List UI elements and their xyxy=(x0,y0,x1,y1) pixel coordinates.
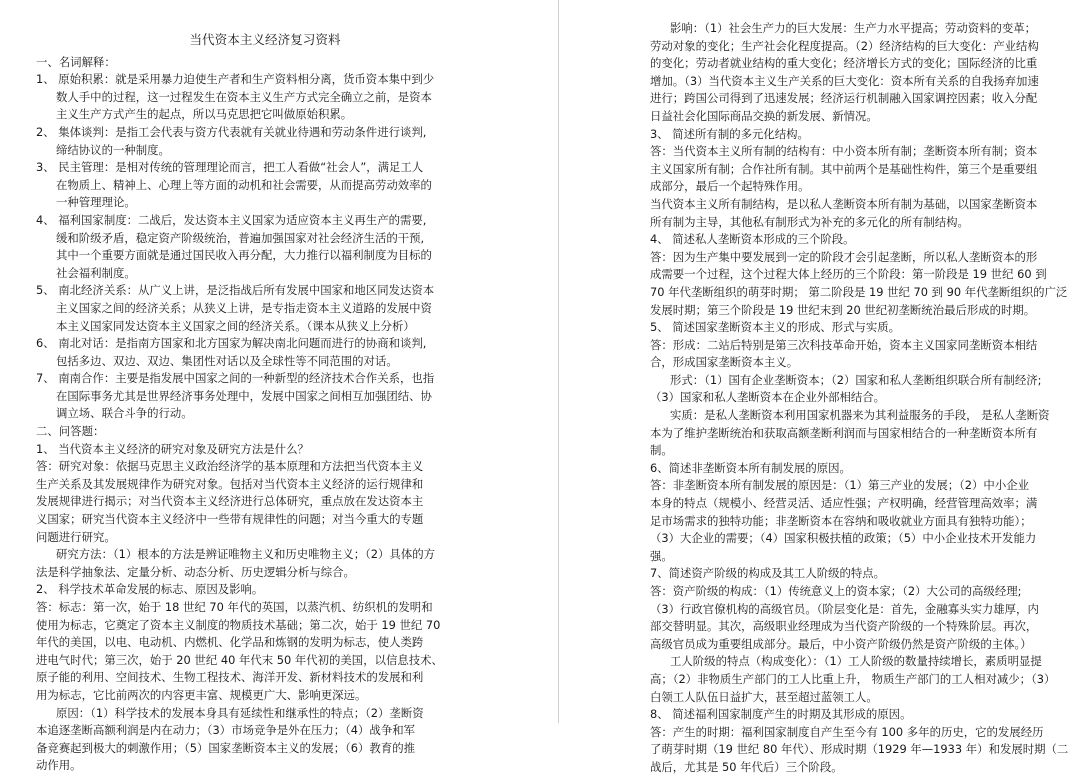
text-line: 二、问答题： xyxy=(36,424,105,439)
text-line: 缓和阶级矛盾，稳定资产阶级统治，普遍加强国家对社会经济生活的干预, xyxy=(56,230,425,245)
text-line: 研究方法：（1）根本的方法是辨证唯物主义和历史唯物主义；（2）具体的方 xyxy=(56,547,435,562)
text-line: 制。 xyxy=(650,443,673,458)
text-line: 成部分，最后一个起特殊作用。 xyxy=(650,179,810,194)
text-line: 高级官员成为重要组成部分。最后，中小资产阶级仍然是资产阶级的主体。） xyxy=(650,636,1032,651)
text-line: 战后，尤其是 50 年代后）三个阶段。 xyxy=(650,759,843,774)
text-line: 答：因为生产集中要发展到一定的阶段才会引起垄断，所以私人垄断资本的形 xyxy=(650,249,1038,264)
text-line: 白领工人队伍日益扩大，甚至超过蓝领工人。 xyxy=(650,689,878,704)
text-line: 合，形成国家垄断资本主义。 xyxy=(650,355,799,370)
text-line: 增加。（3）当代资本主义生产关系的巨大变化：资本所有关系的自我扬弃加速 xyxy=(650,73,1039,88)
text-line: 70 年代垄断组织的萌芽时期； 第二阶段是 19 世纪 70 到 90 年代垄断组织的广泛 xyxy=(650,284,1068,299)
text-line: 2、 科学技术革命发展的标志、原因及影响。 xyxy=(36,582,264,597)
text-line: 使用为标志，它奠定了资本主义制度的物质技术基础；第二次，始于 19 世纪 70 xyxy=(36,617,441,632)
text-line: 缔结协议的一种制度。 xyxy=(56,142,170,157)
text-line: 生产关系及其发展规律作为研究对象。包括对当代资本主义经济的运行规律和 xyxy=(36,476,424,491)
left-column xyxy=(36,0,474,775)
text-line: 成需要一个过程，这个过程大体上经历的三个阶段：第一阶段是 19 世纪 60 到 xyxy=(650,267,1047,282)
text-line: 社会福利制度。 xyxy=(56,265,136,280)
text-line: 本身的特点（规模小、经营灵活、适应性强；产权明确，经营管理高效率；满 xyxy=(650,496,1038,511)
text-line: 调立场、联合斗争的行动。 xyxy=(56,406,193,421)
text-line: 3、 简述所有制的多元化结构。 xyxy=(650,126,809,141)
text-line: 答：产生的时期：福利国家制度自产生至今有 100 多年的历史，它的发展经历 xyxy=(650,724,1044,739)
text-line: 7、 南南合作：主要是指发展中国家之间的一种新型的经济技术合作关系，也指 xyxy=(36,371,435,386)
text-line: 原子能的利用、空间技术、生物工程技术、海洋开发、新材料技术的发展和利 xyxy=(36,670,424,685)
text-line: 答：形成：二站后特别是第三次科技革命开始，资本主义国家同垄断资本相结 xyxy=(650,337,1038,352)
text-line: 在物质上、精神上、心理上等方面的动机和社会需要，从而提高劳动效率的 xyxy=(56,177,432,192)
text-line: 工人阶级的特点（构成变化）：（1）工人阶级的数量持续增长，素质明显提 xyxy=(670,654,1042,669)
text-line: 其中一个重要方面就是通过国民收入再分配，大力推行以福利制度为目标的 xyxy=(56,248,432,263)
text-line: 了萌芽时期（19 世纪 80 年代）、形成时期（1929 年—1933 年）和发展时期（二 xyxy=(650,742,1069,757)
text-line: 主义国家之间的经济关系；从狭义上讲，是专指走资本主义道路的发展中资 xyxy=(56,300,432,315)
text-line: 法是科学抽象法、定量分析、动态分析、历史逻辑分析与综合。 xyxy=(36,564,355,579)
text-line: 包括多边、双边、双边、集团性对话以及全球性等不同范围的对话。 xyxy=(56,353,398,368)
text-line: 3、 民主管理：是相对传统的管理理论而言，把工人看做“社会人”，满足工人 xyxy=(36,160,424,175)
text-line: 2、 集体谈判：是指工会代表与资方代表就有关就业待遇和劳动条件进行谈判, xyxy=(36,124,427,139)
text-line: （3）行政官僚机构的高级官员。（阶层变化是：首先，金融寡头实力雄厚，内 xyxy=(650,601,1039,616)
text-line: 实质：是私人垄断资本利用国家机器来为其利益服务的手段， 是私人垄断资 xyxy=(670,408,1050,423)
text-line: 主义生产方式产生的起点，所以马克思把它叫做原始积累。 xyxy=(56,107,353,122)
text-line: 发展规律进行揭示；对当代资本主义经济进行总体研究，重点放在发达资本主 xyxy=(36,494,424,509)
text-line: 影响：（1）社会生产力的巨大发展：生产力水平提高；劳动资料的变革； xyxy=(670,21,1037,35)
text-line: 主义国家所有制；合作社所有制。其中前两个是基础性构件，第三个是重要组 xyxy=(650,161,1038,176)
text-line: 本为了维护垄断统治和获取高额垄断利润而与国家相结合的一种垄断资本所有 xyxy=(650,425,1038,440)
text-line: 一、名词解释： xyxy=(36,54,116,69)
text-line: 5、 简述国家垄断资本主义的形成、形式与实质。 xyxy=(650,320,901,335)
text-line: 6、简述非垄断资本所有制发展的原因。 xyxy=(650,460,851,475)
text-line: 日益社会化国际商品交换的新发展、新情况。 xyxy=(650,108,878,123)
right-column xyxy=(650,0,1080,777)
text-line: 用为标志，它比前两次的内容更丰富、规模更广大、影响更深远。 xyxy=(36,687,367,702)
text-line: 进行；跨国公司得到了迅速发展；经济运行机制融入国家调控因素；收入分配 xyxy=(650,91,1038,106)
text-line: 劳动对象的变化；生产社会化程度提高。（2）经济结构的巨大变化：产业结构 xyxy=(650,38,1039,53)
text-line: 答：非垄断资本所有制发展的原因是：（1）第三产业的发展；（2）中小企业 xyxy=(650,478,1029,493)
text-line: 发展时期；第三个阶段是 19 世纪末到 20 世纪初垄断统治最后形成的时期。 xyxy=(650,302,1036,317)
document-title: 当代资本主义经济复习资料 xyxy=(189,32,341,47)
text-line: 答：当代资本主义所有制的结构有：中小资本所有制；垄断资本所有制；资本 xyxy=(650,144,1038,159)
page-divider xyxy=(558,0,559,723)
text-line: 数人手中的过程，这一过程发生在资本主义生产方式完全确立之前，是资本 xyxy=(56,89,432,104)
text-line: （3）大企业的需要；（4）国家积极扶植的政策；（5）中小企业技术开发能力 xyxy=(650,531,1037,546)
text-line: 当代资本主义所有制结构，是以私人垄断资本所有制为基础，以国家垄断资本 xyxy=(650,196,1038,211)
text-line: 进电气时代；第三次，始于 20 世纪 40 年代末 50 年代初的美国，以信息技术、 xyxy=(36,652,443,667)
text-line: 答：资产阶级的构成：（1）传统意义上的资本家；（2）大公司的高级经理; xyxy=(650,584,1022,598)
text-line: 答：研究对象：依据马克思主义政治经济学的基本原理和方法把当代资本主义 xyxy=(36,459,424,474)
text-line: 问题进行研究。 xyxy=(36,529,116,544)
text-line: 在国际事务尤其是世界经济事务处理中，发展中国家之间相互加强团结、协 xyxy=(56,388,432,403)
text-line: 本追逐垄断高额利润是内在动力；（3）市场竞争是外在压力；（4）战争和军 xyxy=(36,723,415,738)
text-line: 足市场需求的独特功能；非垄断资本在容纳和吸收就业方面具有独特功能）； xyxy=(650,513,1032,528)
text-line: 1、 当代资本主义经济的研究对象及研究方法是什么？ xyxy=(36,441,309,456)
text-line: 5、 南北经济关系：从广义上讲，是泛指战后所有发展中国家和地区同发达资本 xyxy=(36,283,435,298)
text-line: 原因：（1）科学技术的发展本身具有延续性和继承性的特点；（2）垄断资 xyxy=(56,705,424,720)
text-line: 强。 xyxy=(650,548,673,563)
text-line: 动作用。 xyxy=(36,758,82,773)
text-line: 高；（2）非物质生产部门的工人比重上升， 物质生产部门的工人相对减少；（3） xyxy=(650,671,1056,686)
text-line: 所有制为主导，其他私有制形式为补充的多元化的所有制结构。 xyxy=(650,214,969,229)
text-line: 本主义国家同发达资本主义国家之间的经济关系。（课本从狭义上分析） xyxy=(56,318,415,333)
text-line: 8、 简述福利国家制度产生的时期及其形成的原因。 xyxy=(650,707,912,722)
text-line: 年代的美国，以电、电动机、内燃机、化学品和炼钢的发明为标志，使人类跨 xyxy=(36,635,424,650)
text-line: 的变化；劳动者就业结构的重大变化；经济增长方式的变化；国际经济的比重 xyxy=(650,56,1038,71)
text-line: 6、 南北对话：是指南方国家和北方国家为解决南北问题而进行的协商和谈判, xyxy=(36,336,427,351)
text-line: （3）国家和私人垄断资本在企业外部相结合。 xyxy=(650,390,886,405)
text-line: 答：标志：第一次，始于 18 世纪 70 年代的英国，以蒸汽机、纺织机的发明和 xyxy=(36,600,433,614)
text-line: 备竞赛起到极大的刺激作用；（5）国家垄断资本主义的发展；（6）教育的推 xyxy=(36,740,415,755)
text-line: 1、 原始积累：就是采用暴力迫使生产者和生产资料相分离，货币资本集中到少 xyxy=(36,72,435,87)
text-line: 4、 简述私人垄断资本形成的三个阶段。 xyxy=(650,232,855,247)
text-line: 部交替明显。其次，高级职业经理成为当代资产阶级的一个特殊阶层。再次， xyxy=(650,619,1038,634)
text-line: 7、简述资产阶级的构成及其工人阶级的特点。 xyxy=(650,566,886,581)
text-line: 形式：（1）国有企业垄断资本；（2）国家和私人垄断组织联合所有制经济; xyxy=(670,372,1042,387)
text-line: 一种管理理论。 xyxy=(56,195,136,210)
text-line: 义国家；研究当代资本主义经济中一些带有规律性的问题；对当今重大的专题 xyxy=(36,512,424,527)
text-line: 4、 福利国家制度：二战后，发达资本主义国家为适应资本主义再生产的需要, xyxy=(36,212,427,227)
